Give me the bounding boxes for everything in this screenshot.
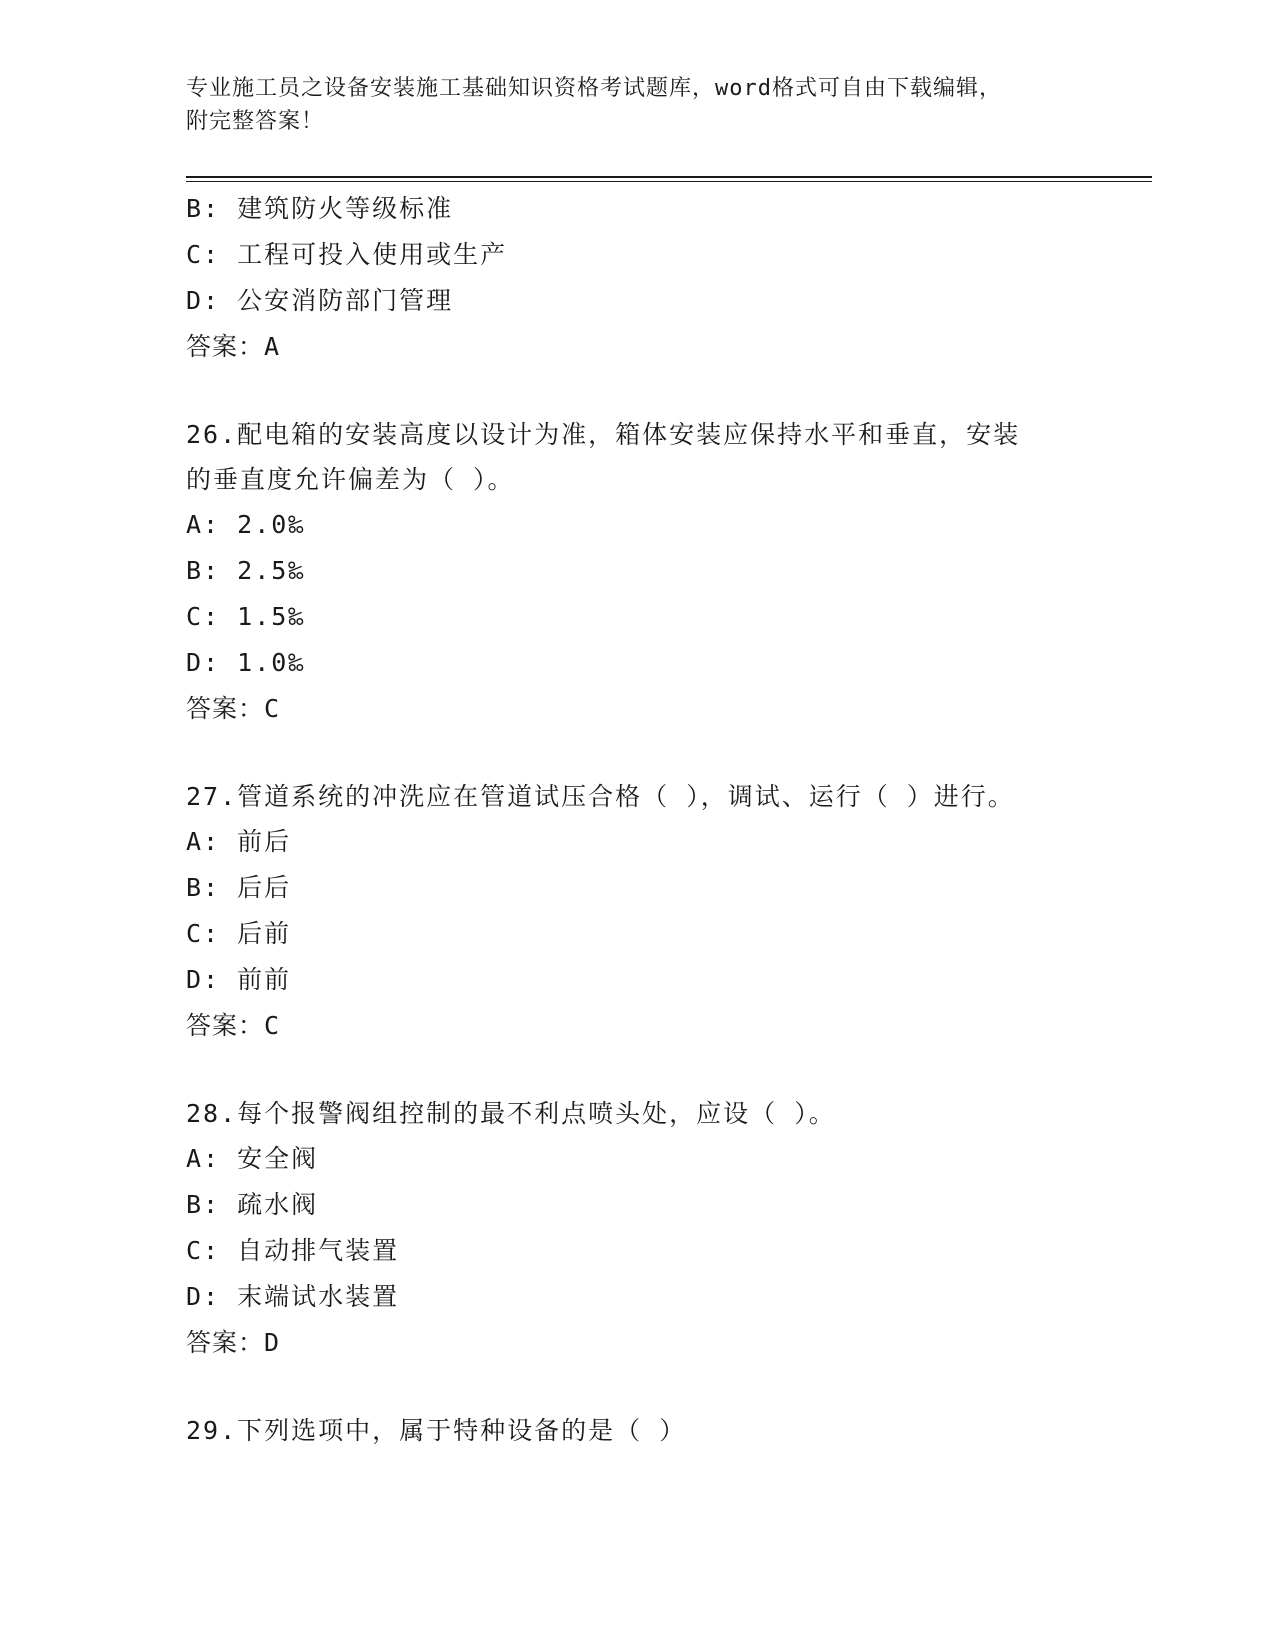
spacer: [186, 732, 1086, 774]
answer-label: 答案：: [186, 1328, 265, 1357]
answer-value: C: [264, 694, 282, 723]
question-block-26: [186, 412, 1086, 732]
question-text: 27.管道系统的冲洗应在管道试压合格（ ），调试、运行（ ）进行。: [186, 782, 1015, 811]
question-block-29: [186, 1408, 1086, 1453]
option-a: A: 前后: [186, 827, 292, 856]
option-c: C: 后前: [186, 919, 292, 948]
question-block-28: [186, 1091, 1086, 1366]
spacer: [186, 370, 1086, 412]
option-b: B: 后后: [186, 873, 292, 902]
option-d: D: 末端试水装置: [186, 1282, 400, 1311]
option-a: A: 安全阀: [186, 1144, 319, 1173]
answer-label: 答案：: [186, 332, 265, 361]
header-rule-thick: [186, 176, 1152, 178]
answer-label: 答案：: [186, 1011, 265, 1040]
option-b: B: 建筑防火等级标准: [186, 194, 454, 223]
answer-value: D: [264, 1328, 282, 1357]
spacer: [186, 1366, 1086, 1408]
answer-line: [186, 1003, 1086, 1049]
question-block-27: [186, 774, 1086, 1049]
option-b: B: 疏水阀: [186, 1190, 319, 1219]
option-d: D: 公安消防部门管理: [186, 286, 454, 315]
answer-value: A: [264, 332, 282, 361]
header-rule-thin: [186, 181, 1152, 182]
option-c: C: 1.5‰: [186, 602, 306, 631]
question-text: 29.下列选项中，属于特种设备的是（ ）: [186, 1416, 687, 1445]
document-header: 专业施工员之设备安装施工基础知识资格考试题库，word格式可自由下载编辑， 附完整答案！: [186, 76, 1002, 134]
option-d: D: 1.0‰: [186, 648, 306, 677]
answer-value: C: [264, 1011, 282, 1040]
option-d: D: 前前: [186, 965, 292, 994]
answer-line: [186, 1320, 1086, 1366]
option-a: A: 2.0‰: [186, 510, 306, 539]
option-c: C: 工程可投入使用或生产: [186, 240, 508, 269]
question-block-25: [186, 186, 1086, 370]
option-b: B: 2.5‰: [186, 556, 306, 585]
spacer: [186, 1049, 1086, 1091]
question-text: 26.配电箱的安装高度以设计为准，箱体安装应保持水平和垂直，安装的垂直度允许偏差为（ ）。: [186, 420, 1021, 494]
question-text: 28.每个报警阀组控制的最不利点喷头处，应设（ ）。: [186, 1099, 836, 1128]
option-c: C: 自动排气装置: [186, 1236, 400, 1265]
answer-label: 答案：: [186, 694, 265, 723]
answer-line: [186, 324, 1086, 370]
question-list: [186, 186, 1086, 1453]
answer-line: [186, 686, 1086, 732]
